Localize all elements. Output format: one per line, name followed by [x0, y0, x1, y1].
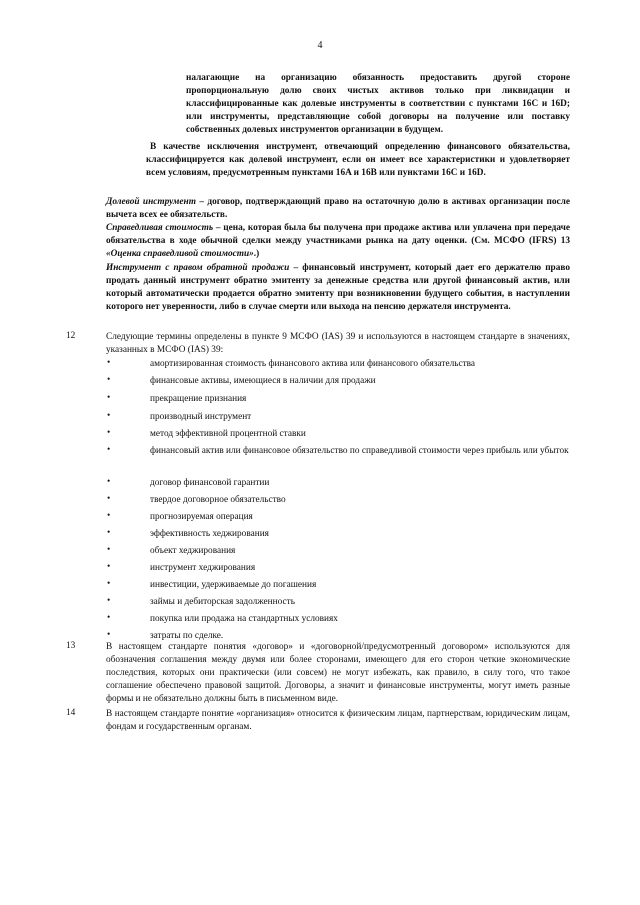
definition-fair-value — [106, 222, 570, 261]
list-item: затраты по сделке. — [150, 631, 224, 641]
list-item: твердое договорное обязательство — [150, 495, 286, 505]
list-item: прекращение признания — [150, 394, 247, 404]
bullet-marker: • — [107, 613, 111, 623]
definition-text: – цена, которая была бы получена при продаже актива или уплачена при передаче обязательства в ходе обычной сделки между участниками рынка на дату оценки. (См. МСФО (IFRS) 13 — [106, 223, 571, 246]
bullet-marker: • — [107, 545, 111, 555]
bullet-marker: • — [107, 528, 111, 538]
bullet-marker: • — [107, 428, 111, 438]
list-item: финансовый актив или финансовое обязательство по справедливой стоимости через прибыль или убыток — [150, 446, 569, 456]
bullet-marker: • — [107, 445, 111, 455]
bullet-marker: • — [107, 477, 111, 487]
list-item: покупка или продажа на стандартных условиях — [150, 614, 338, 624]
page-number: 4 — [317, 40, 323, 51]
bullet-marker: • — [107, 411, 111, 421]
list-item: метод эффективной процентной ставки — [150, 429, 306, 439]
paragraph-number-13: 13 — [66, 641, 76, 651]
paragraph-number-14: 14 — [66, 708, 76, 718]
list-item: производный инструмент — [150, 412, 252, 422]
definition-text: – договор, подтверждающий право на остаточную долю в активах организации после вычета всех ее обязательств. — [106, 197, 570, 220]
list-item: объект хеджирования — [150, 546, 236, 556]
term: Инструмент с правом обратной продажи — [106, 263, 290, 273]
bullet-marker: • — [107, 358, 111, 368]
paragraph-exception: В качестве исключения инструмент, отвечающий определению финансового обязательства, классифицируется как долевой инструмент, если он имеет все характеристики и удовлетворяет всем условиям, предусмотренным пунктами 16A и 16B или пунктами 16C и 16D. — [146, 142, 570, 178]
paragraph-12: Следующие термины определены в пункте 9 МСФО (IAS) 39 и используются в настоящем стандарте в значениях, указанных в МСФО (IAS) 39: — [106, 332, 570, 355]
bullet-marker: • — [107, 579, 111, 589]
list-item: амортизированная стоимость финансового актива или финансового обязательства — [150, 359, 476, 369]
paragraph-number-12: 12 — [66, 331, 76, 341]
list-item: инструмент хеджирования — [150, 563, 256, 573]
paragraph-14: В настоящем стандарте понятие «организация» относится к физическим лицам, партнерствам, юридическим лицам, фондам и государственным органам. — [106, 709, 570, 732]
bullet-marker: • — [107, 494, 111, 504]
paragraph-13: В настоящем стандарте понятия «договор» и «договорной/предусмотренный договором» используются для обозначения соглашения между двумя или более сторонами, имеющего для его сторон четкие экономические последствия, которых они практически (или совсем) не могут избежать, как правило, в силу того, что такое соглашение обеспечено правовой защитой. Договоры, а значит и финансовые инструменты, могут иметь разные формы и не обязательно должны быть в письменном виде. — [106, 642, 570, 704]
reference: «Оценка справедливой стоимости» — [106, 249, 254, 259]
term: Долевой инструмент — [106, 197, 196, 207]
list-item: инвестиции, удерживаемые до погашения — [150, 580, 317, 590]
definition-equity-instrument — [106, 196, 570, 222]
list-item: финансовые активы, имеющиеся в наличии для продажи — [150, 376, 376, 386]
bullet-marker: • — [107, 630, 111, 640]
term: Справедливая стоимость — [106, 223, 214, 233]
bullet-marker: • — [107, 596, 111, 606]
bullet-marker: • — [107, 393, 111, 403]
definition-puttable-instrument — [106, 262, 570, 314]
list-item: договор финансовой гарантии — [150, 478, 270, 488]
definition-end: .) — [253, 249, 260, 259]
list-item: прогнозируемая операция — [150, 512, 253, 522]
bullet-marker: • — [107, 375, 111, 385]
bullet-marker: • — [107, 562, 111, 572]
list-item: эффективность хеджирования — [150, 529, 269, 539]
list-item: займы и дебиторская задолженность — [150, 597, 295, 607]
definition-text: – финансовый инструмент, который дает его держателю право продать данный инструмент обратно эмитенту за денежные средства или другой финансовый актив, или который автоматически продается обратно эмитенту при возникновении будущего события, в наступлении которого нет уверенности, либо в случае смерти или выхода на пенсию держателя инструмента. — [106, 263, 570, 312]
bullet-marker: • — [107, 511, 111, 521]
paragraph-continuation: налагающие на организацию обязанность предоставить другой стороне пропорциональную долю своих чистых активов только при ликвидации и классифицированные как долевые инструменты в соответствии с пунктами 16C и 16D; или инструменты, представляющие собой договоры на получение или поставку собственных долевых инструментов организации в будущем. — [186, 73, 570, 135]
